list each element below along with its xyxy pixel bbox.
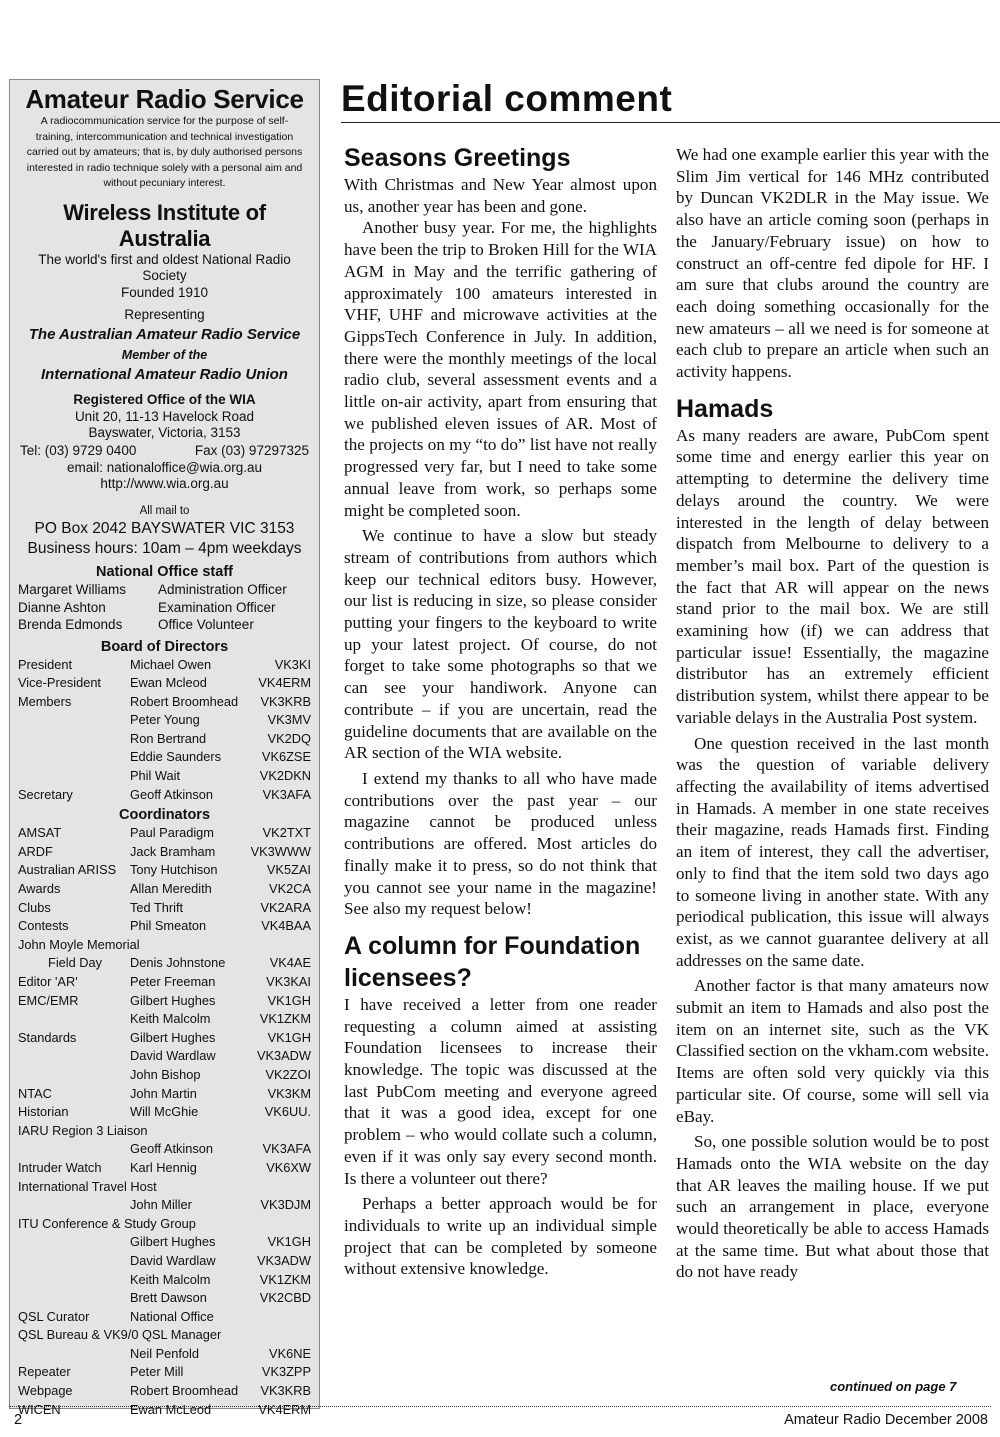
paragraph: We continue to have a slow but steady stream of contributions from authors which keep our technical editors busy. However, our list is reducing in size, so please consider putting your fingers to the keyboard to write up your latest project. Of course, do not forget to take some photographs so that we can see your handiwork. Anyone can contribute – if you are uncertain, read the guideline documents that are available on the AR section of the WIA website. [344, 526, 657, 763]
role-label [18, 730, 130, 749]
coordinators-heading: Coordinators [118, 807, 211, 824]
callsign: VK2DKN [259, 768, 311, 784]
role-label: Awards [18, 881, 61, 897]
continued-note: continued on page 7 [830, 1379, 957, 1394]
role-label: Secretary [18, 786, 73, 802]
org-description: The world's first and oldest National Radio Society [38, 251, 291, 283]
role-label: Repeater [18, 1364, 71, 1380]
union-name: International Amateur Radio Union [41, 365, 288, 383]
person-name: Karl Hennig [130, 1159, 197, 1175]
role-label [18, 1010, 130, 1029]
article-column-1 [344, 142, 657, 1280]
sidebar-panel [9, 79, 320, 1417]
role-label: Editor 'AR' [18, 974, 78, 989]
representing-text: Representing [124, 307, 205, 322]
role-label [18, 1289, 130, 1308]
heading-foundation-column: A column for Foundation licensees? [344, 931, 641, 992]
office-heading: Registered Office of the WIA [73, 391, 256, 407]
founded-text: Founded 1910 [120, 284, 209, 300]
callsign: VK1GH [267, 1029, 311, 1045]
callsign: VK3AFA [262, 786, 311, 802]
paragraph: I have received a letter from one reader requesting a column aimed at assisting Foundation licensees to increase their knowledge. The topic was discussed at the last PubCom meeting and everyone agreed that it was a good idea, except for one problem – who would collate such a column, even if it was only say every second month. Is there a volunteer out there? [344, 994, 657, 1188]
role-label: Standards [18, 1029, 77, 1045]
person-name: Peter Mill [130, 1364, 184, 1380]
paragraph: With Christmas and New Year almost upon us, another year has been and gone. [344, 175, 657, 216]
fax: Fax (03) 97297325 [194, 442, 309, 458]
callsign: VK3KAI [266, 974, 311, 989]
person-name: Gilbert Hughes [130, 1029, 216, 1045]
callsign: VK2DQ [267, 730, 311, 746]
staff-name: Brenda Edmonds [18, 617, 123, 632]
callsign: VK2CA [269, 881, 311, 897]
role-label: EMC/EMR [18, 992, 79, 1008]
phone-row [18, 442, 311, 460]
heading-seasons-greetings: Seasons Greetings [344, 144, 571, 172]
staff-list [18, 581, 311, 634]
role-label: QSL Bureau & VK9/0 QSL Manager [18, 1327, 222, 1343]
callsign: VK3KRB [260, 1383, 311, 1399]
paragraph: As many readers are aware, PubCom spent some time and energy earlier this year on attempting to determine the delivery time delays around the country. We were interested in the length of delay between dispatch from Melbourne to delivery to a member’s mail box. Part of the question is the fact that AR will appear on the news stand prior to the mail box. We are still examining how (if) we can address that particular issue! Essentially, the magazine distributor has an extremely efficient distribution system, whilst there appear to be variable delays in the Australia Post system. [676, 425, 989, 727]
callsign: VK5ZAI [266, 862, 311, 878]
article-column-2 [676, 142, 989, 1283]
paragraph: Another busy year. For me, the highlights have been the trip to Broken Hill for the WIA AGM in May and the terrific gathering of approximately 100 amateurs interested in VHF, UHF and microwave activities at the GippsTech Conference in July. In addition, there were the monthly meetings of the local radio club, several assessment events and a little on-air activity, apart from ensuring that we published eleven issues of AR. Most of the projects on my “to do” list have not really progressed very far, but I need to take some annual leave from work, so perhaps some might be completed soon. [344, 218, 657, 520]
callsign: VK4BAA [261, 918, 311, 934]
callsign: VK1GH [267, 992, 311, 1008]
staff-role: Examination Officer [158, 599, 276, 615]
role-label: International Travel Host [18, 1178, 157, 1194]
person-name: Geoff Atkinson [130, 786, 213, 802]
callsign: VK3ADW [256, 1048, 311, 1064]
board-heading: Board of Directors [100, 638, 229, 655]
callsign: VK3KI [274, 656, 311, 672]
mail-label: All mail to [139, 504, 190, 517]
role-label: Historian [18, 1104, 69, 1120]
role-label: Contests [18, 918, 69, 934]
role-label [18, 1271, 130, 1290]
address-line-1: Unit 20, 11-13 Havelock Road [74, 408, 255, 424]
person-name: Phil Wait [130, 768, 181, 784]
role-label: Australian ARISS [18, 862, 117, 878]
role-label: John Moyle Memorial [18, 936, 140, 952]
role-label: AMSAT [18, 825, 62, 841]
role-label: Vice-President [18, 675, 101, 691]
role-label [18, 767, 130, 786]
callsign: VK1GH [267, 1234, 311, 1250]
role-label: Members [18, 693, 72, 709]
person-name: Allan Meredith [130, 881, 212, 897]
person-name: John Bishop [130, 1066, 201, 1082]
role-label: Field Day [48, 955, 103, 971]
person-name: Ted Thrift [130, 899, 184, 915]
person-name: John Miller [130, 1197, 192, 1213]
callsign: VK4ERM [258, 675, 311, 691]
callsign: VK3WWW [250, 843, 311, 859]
person-name: Ewan McLeod [130, 1401, 212, 1417]
telephone: Tel: (03) 9729 0400 [20, 442, 137, 458]
role-label [18, 711, 130, 730]
person-name: Phil Smeaton [130, 918, 207, 934]
org-name: Wireless Institute of Australia [63, 199, 266, 251]
paragraph: One question received in the last month was the question of variable delivery affecting the availability of items advertised in Hamads. A member in one state receives their magazine, reads Hamads first. Finding an item of interest, they call the advertiser, only to find that the item sold two days ago to someone living in another state. With any periodical publication, this issue will always exist, as we cannot guarantee delivery at all addresses on the same date. [676, 733, 989, 970]
role-label: President [18, 656, 73, 672]
person-name: Ewan Mcleod [130, 675, 207, 691]
business-hours: Business hours: 10am – 4pm weekdays [27, 540, 302, 557]
role-label: ARDF [18, 843, 53, 859]
callsign: VK2ZOI [265, 1066, 311, 1082]
paragraph: So, one possible solution would be to post Hamads onto the WIA website on the day that AR leaves the mailing house. If we put such an arrangement in place, everyone would theoretically be able to access Hamads at the same time. But what about those that do not have ready [676, 1132, 989, 1282]
person-name: Gilbert Hughes [130, 992, 216, 1008]
callsign: VK4ERM [258, 1401, 311, 1417]
role-label [18, 1252, 130, 1271]
role-label [18, 1047, 130, 1066]
board-list [18, 656, 311, 805]
paragraph: Another factor is that many amateurs now submit an item to Hamads and also post the item on an internet site, such as the VK Classified section on the vkham.com website. Items are often sold very quickly via this particular site. Of course, some will sell via eBay. [676, 976, 989, 1126]
editorial-title: Editorial comment [341, 76, 1000, 123]
callsign: VK3ADW [256, 1252, 311, 1268]
role-label: QSL Curator [18, 1308, 90, 1324]
role-label [18, 1233, 130, 1252]
role-label: Webpage [18, 1383, 73, 1399]
staff-role: Office Volunteer [158, 617, 254, 632]
callsign: VK6ZSE [261, 749, 311, 765]
role-label [18, 1066, 130, 1085]
coordinators-list [18, 824, 311, 1419]
person-name: Eddie Saunders [130, 749, 222, 765]
footer-divider [9, 1406, 991, 1408]
role-label [18, 1196, 130, 1215]
po-box: PO Box 2042 BAYSWATER VIC 3153 [34, 520, 295, 537]
callsign: VK3KM [267, 1085, 311, 1101]
role-label [18, 1345, 130, 1364]
person-name: Michael Owen [130, 656, 212, 672]
person-name: Robert Broomhead [130, 693, 239, 709]
person-name: Brett Dawson [130, 1290, 207, 1306]
role-label: Clubs [18, 899, 51, 915]
person-name: Tony Hutchison [130, 862, 218, 878]
callsign: VK1ZKM [259, 1011, 311, 1027]
sidebar-title: Amateur Radio Service [25, 84, 304, 114]
person-name: Robert Broomhead [130, 1383, 239, 1399]
person-name: Gilbert Hughes [130, 1234, 216, 1250]
callsign: VK3DJM [260, 1197, 311, 1213]
web-link[interactable]: http://www.wia.org.au [100, 476, 229, 491]
role-label: ITU Conference & Study Group [18, 1215, 196, 1231]
paragraph: Perhaps a better approach would be for individuals to write up an individual simple project that can be completed by someone without extensive knowledge. [344, 1194, 657, 1279]
callsign: VK1ZKM [259, 1271, 311, 1287]
role-label: IARU Region 3 Liaison [18, 1122, 148, 1138]
person-name: Paul Paradigm [130, 825, 214, 841]
publication-info: Amateur Radio December 2008 [784, 1412, 988, 1428]
person-name: John Martin [130, 1085, 197, 1101]
sidebar-tagline: A radiocommunication service for the purpose of self-training, intercommunication and technical investigation carried out by amateurs; that is, by duly authorised persons interested in radio technique solely with a personal aim and without pecuniary interest. [26, 115, 303, 189]
paragraph: We had one example earlier this year with the Slim Jim vertical for 146 MHz contributed by Duncan VK2DLR in the May issue. We also have an article coming soon (perhaps in the January/February issue) on how to construct an off-centre fed dipole for HF. I am sure that clubs around the country are each doing something occasionally for the new amateurs – all we need is for someone at each club to prepare an article when such an activity happens. [676, 145, 989, 382]
callsign: VK3AFA [262, 1141, 311, 1157]
person-name: Keith Malcolm [130, 1271, 211, 1287]
callsign: VK3MV [267, 712, 311, 728]
heading-hamads: Hamads [676, 394, 774, 423]
callsign: VK2ARA [260, 899, 311, 915]
person-name: David Wardlaw [130, 1048, 216, 1064]
role-label: Intruder Watch [18, 1159, 102, 1175]
callsign: VK6NE [269, 1345, 311, 1361]
callsign: VK4AE [269, 955, 311, 971]
staff-name: Margaret Williams [18, 582, 127, 597]
callsign: VK6XW [266, 1159, 311, 1175]
role-label [18, 1140, 130, 1159]
callsign: VK2TXT [262, 825, 311, 841]
staff-role: Administration Officer [158, 582, 287, 597]
person-name: Jack Bramham [130, 843, 216, 859]
callsign [250, 1308, 311, 1327]
person-name: David Wardlaw [130, 1252, 216, 1268]
member-of-text: Member of the [121, 347, 208, 362]
callsign: VK3ZPP [261, 1364, 311, 1380]
person-name: Neil Penfold [130, 1345, 200, 1361]
staff-name: Dianne Ashton [18, 599, 106, 615]
page-number: 2 [14, 1412, 23, 1428]
service-name: The Australian Amateur Radio Service [28, 325, 301, 343]
person-name: Peter Young [130, 712, 200, 728]
person-name: Geoff Atkinson [130, 1141, 213, 1157]
person-name: Peter Freeman [130, 974, 216, 989]
email-link[interactable]: email: nationaloffice@wia.org.au [66, 459, 263, 475]
person-name: Ron Bertrand [130, 730, 207, 746]
person-name: Will McGhie [130, 1104, 199, 1120]
callsign: VK2CBD [259, 1290, 311, 1306]
address-line-2: Bayswater, Victoria, 3153 [88, 425, 241, 440]
paragraph: I extend my thanks to all who have made contributions over the past year – our magazine cannot be produced unless contributions are offered. Most articles do finally make it to press, so do not think that you cannot see your name in the magazine! See also my request below! [344, 768, 657, 919]
callsign: VK3KRB [260, 693, 311, 709]
person-name: Denis Johnstone [130, 955, 226, 971]
role-label [18, 748, 130, 767]
person-name: Keith Malcolm [130, 1011, 211, 1027]
role-label: WICEN [18, 1401, 61, 1417]
staff-heading: National Office staff [96, 564, 233, 580]
role-label: NTAC [18, 1085, 52, 1101]
callsign: VK6UU. [264, 1104, 311, 1120]
person-name: National Office [130, 1308, 214, 1324]
